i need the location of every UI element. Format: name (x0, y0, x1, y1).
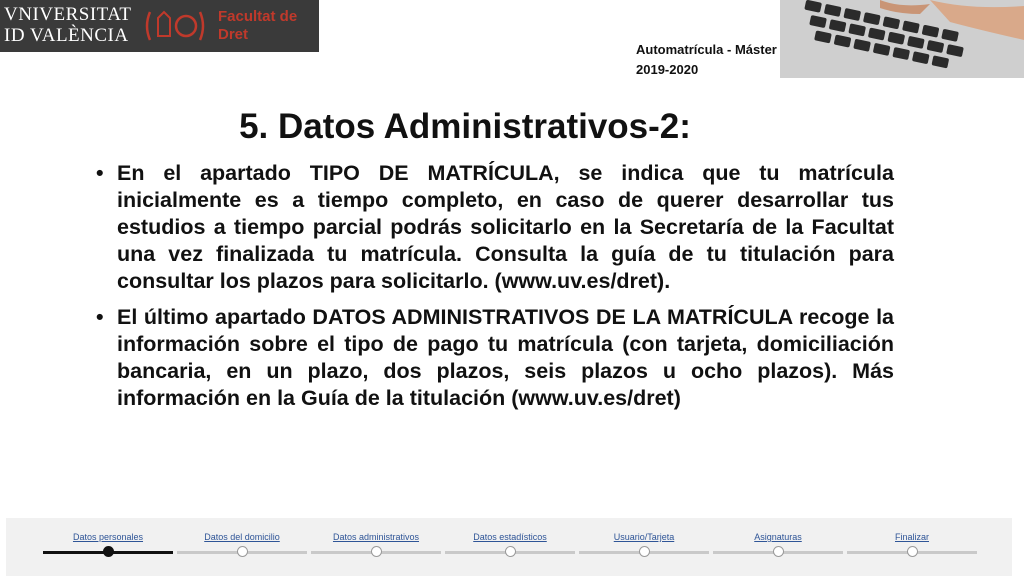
wizard-step-asignaturas[interactable] (713, 518, 843, 576)
keyboard-photo-image (780, 0, 1024, 78)
bullet-list (96, 160, 894, 421)
wizard-step-marker-icon (103, 546, 114, 557)
wizard-step-marker-icon (371, 546, 382, 557)
wizard-step-datos-administrativos[interactable] (311, 518, 441, 576)
wizard-step-finalizar[interactable] (847, 518, 977, 576)
university-logo-banner (0, 0, 319, 52)
wizard-step-label[interactable]: Datos estadísticos (473, 532, 547, 542)
faculty-emblem-icon (144, 8, 206, 44)
wizard-step-datos-estadisticos[interactable] (445, 518, 575, 576)
bullet-datos-administrativos: • El último apartado DATOS ADMINISTRATIVOS DE LA MATRÍCULA recoge la información sobre el tipo de pago tu matrícula (con tarjeta, domiciliación bancaria, en un plazo, dos plazos, seis plazos u ocho plazos). Más información en la Guía de la titulación (www.uv.es/dret) (96, 304, 894, 412)
faculty-name-line1: Facultat de (218, 8, 298, 25)
course-label (636, 40, 777, 80)
wizard-step-marker-icon (907, 546, 918, 557)
course-label-line1: Automatrícula - Máster (636, 42, 777, 57)
university-name-line1: VNIVERSITAT (4, 4, 132, 25)
wizard-step-label[interactable]: Datos administrativos (332, 532, 420, 542)
wizard-step-datos-personales[interactable] (43, 518, 173, 576)
university-name (4, 4, 131, 46)
slide-title: 5. Datos Administrativos-2: (239, 107, 691, 146)
wizard-step-marker-icon (773, 546, 784, 557)
wizard-step-marker-icon (639, 546, 650, 557)
faculty-name-line2: Dret (218, 26, 249, 43)
wizard-step-usuario-tarjeta[interactable] (579, 518, 709, 576)
wizard-step-label[interactable]: Usuario/Tarjeta (613, 532, 675, 542)
course-label-line2: 2019-2020 (636, 62, 699, 77)
wizard-step-label[interactable]: Datos personales (72, 532, 144, 542)
wizard-step-label[interactable]: Finalizar (894, 532, 929, 542)
faculty-name (218, 8, 297, 44)
wizard-step-datos-domicilio[interactable] (177, 518, 307, 576)
wizard-step-marker-icon (237, 546, 248, 557)
wizard-step-label[interactable]: Datos del domicilio (204, 532, 280, 542)
enrollment-wizard-progress (6, 518, 1012, 576)
bullet-tipo-matricula: • En el apartado TIPO DE MATRÍCULA, se indica que tu matrícula inicialmente es a tiempo completo, en caso de querer desarrollar tus estudios a tiempo parcial podrás solicitarlo en la Secretaría de la Facultat una vez finalizada tu matrícula. Consulta la guía de tu titulación para consultar los plazos para solicitarlo. (www.uv.es/dret). (96, 160, 894, 295)
wizard-step-marker-icon (505, 546, 516, 557)
university-name-line2: ID VALÈNCIA (4, 25, 129, 46)
wizard-step-label[interactable]: Asignaturas (754, 532, 802, 542)
